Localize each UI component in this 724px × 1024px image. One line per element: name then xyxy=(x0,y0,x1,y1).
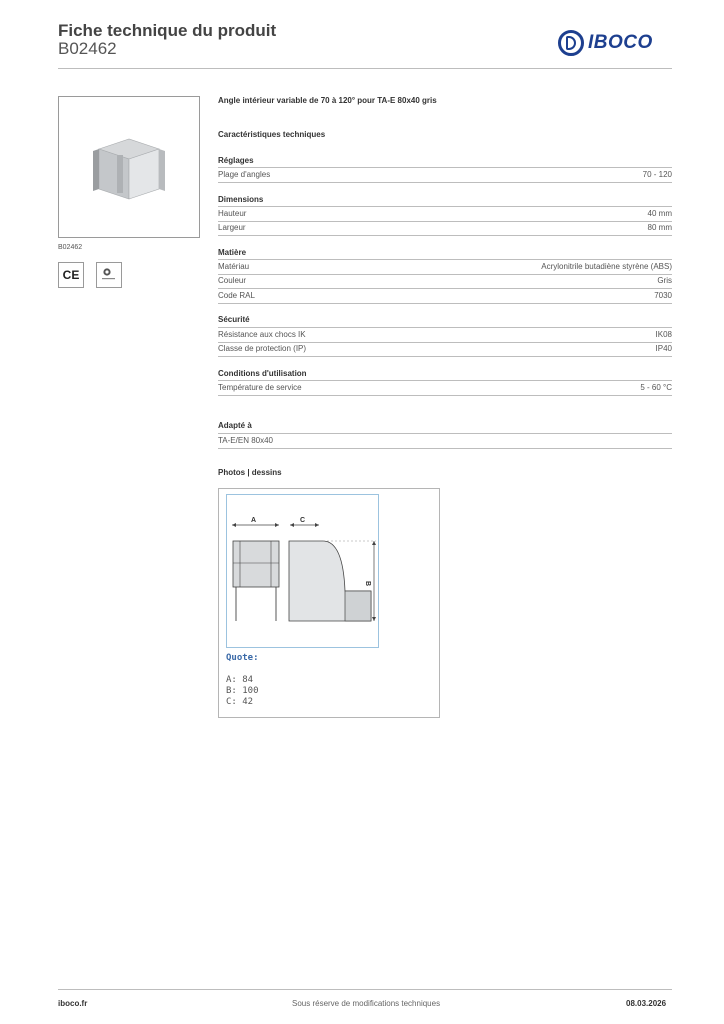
spec-row xyxy=(218,342,672,357)
footer-divider xyxy=(58,989,672,990)
adapted-row xyxy=(218,433,672,449)
spec-value: Gris xyxy=(657,276,672,285)
spec-label: Plage d'angles xyxy=(218,170,271,179)
spec-value: 70 - 120 xyxy=(642,170,672,179)
certification-seal-icon xyxy=(96,262,122,288)
footer-notice: Sous réserve de modifications techniques xyxy=(292,999,441,1008)
brand-logo xyxy=(558,28,653,58)
spec-label: Couleur xyxy=(218,276,247,285)
page-title: Fiche technique du produit xyxy=(58,21,277,40)
spec-label: Résistance aux chocs IK xyxy=(218,330,306,339)
section-title-conditions: Conditions d'utilisation xyxy=(218,369,307,378)
spec-value: 5 - 60 °C xyxy=(640,383,672,392)
section-matiere xyxy=(218,259,672,305)
spec-value: IK08 xyxy=(655,330,672,339)
spec-value: 80 mm xyxy=(647,223,672,232)
section-reglages xyxy=(218,167,672,183)
spec-label: Hauteur xyxy=(218,209,247,218)
product-illustration xyxy=(59,97,199,237)
quote-line: A: 84 xyxy=(226,675,254,685)
spec-row xyxy=(218,327,672,343)
section-title-matiere: Matière xyxy=(218,248,247,257)
adapted-section xyxy=(218,433,672,449)
logo-text: IBOCO xyxy=(588,32,653,53)
dim-label-b: B xyxy=(364,581,371,587)
adapted-value: TA-E/EN 80x40 xyxy=(218,436,273,445)
dimension-drawing xyxy=(227,495,378,647)
spec-label: Classe de protection (IP) xyxy=(218,344,307,353)
spec-row xyxy=(218,289,672,304)
quote-line: C: 42 xyxy=(226,697,254,707)
section-dimensions xyxy=(218,206,672,236)
adapted-title: Adapté à xyxy=(218,421,252,430)
section-title-securite: Sécurité xyxy=(218,315,250,324)
spec-value: 40 mm xyxy=(647,209,672,218)
spec-label: Matériau xyxy=(218,262,250,271)
spec-label: Température de service xyxy=(218,383,302,392)
spec-label: Largeur xyxy=(218,223,246,232)
dim-label-c: C xyxy=(300,517,306,524)
quote-title: Quote: xyxy=(226,653,259,663)
section-title-reglages: Réglages xyxy=(218,156,254,165)
ce-mark-label: CE xyxy=(62,268,80,282)
header-divider xyxy=(58,68,672,69)
spec-row xyxy=(218,221,672,236)
section-securite xyxy=(218,327,672,357)
spec-value: Acrylonitrile butadiène styrène (ABS) xyxy=(541,262,672,271)
spec-row xyxy=(218,380,672,396)
footer-website: iboco.fr xyxy=(58,999,88,1008)
dim-label-a: A xyxy=(251,517,257,524)
product-image xyxy=(58,96,200,238)
ce-mark-icon xyxy=(58,262,84,288)
spec-label: Code RAL xyxy=(218,291,255,300)
quote-line: B: 100 xyxy=(226,686,259,696)
spec-row xyxy=(218,206,672,222)
technical-drawing xyxy=(226,494,379,648)
spec-value: IP40 xyxy=(655,344,672,353)
footer-date: 08.03.2026 xyxy=(626,999,667,1008)
tech-characteristics-heading: Caractéristiques techniques xyxy=(218,130,326,139)
section-conditions xyxy=(218,380,672,396)
logo-mark-icon xyxy=(558,30,584,56)
product-description: Angle intérieur variable de 70 à 120° pour TA-E 80x40 gris xyxy=(218,96,437,105)
spec-value: 7030 xyxy=(654,291,672,300)
product-code-label: B02462 xyxy=(58,244,83,251)
spec-row xyxy=(218,274,672,289)
spec-row xyxy=(218,167,672,183)
spec-row xyxy=(218,259,672,275)
product-code-heading: B02462 xyxy=(58,39,117,58)
section-title-dimensions: Dimensions xyxy=(218,195,264,204)
photos-title: Photos | dessins xyxy=(218,468,282,477)
